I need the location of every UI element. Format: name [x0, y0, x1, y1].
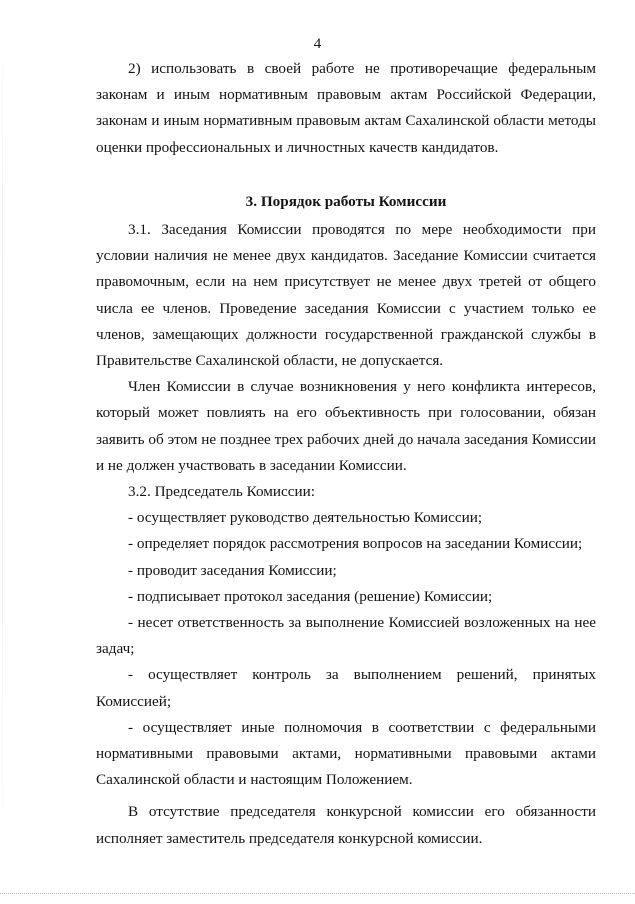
paragraph-3-1: 3.1. Заседания Комиссии проводятся по мере необходимости при условии наличия не менее двух кандидатов. Заседание Комиссии считается правомочным, если на нем присутствует не менее двух третей от общего числа ее членов. Проведение заседания Комиссии с участием только ее членов, замещающих должности государственной гражданской службы в Правительстве Сахалинской области, не допускается.: [96, 221, 596, 370]
scan-bottom-mark: [0, 893, 635, 897]
section-heading: 3. Порядок работы Комиссии: [245, 192, 447, 210]
scan-edge-mark: [2, 0, 3, 904]
paragraph-item-2: 2) использовать в своей работе не противоречащие федеральным законам и иным нормативным правовым актам Российской Федерации, законам и иным нормативным правовым актам Сахалинской области методы оценки профессиональных и личностных качеств кандидатов.: [96, 60, 596, 156]
list-item: - подписывает протокол заседания (решение) Комиссии;: [128, 587, 493, 605]
list-item: - осуществляет руководство деятельностью Комиссии;: [128, 509, 483, 527]
paragraph-3-2-intro: 3.2. Председатель Комиссии:: [128, 483, 316, 501]
list-item: - осуществляет иные полномочия в соответствии с федеральными нормативными правовыми актами, нормативными правовыми актами Сахалинской области и настоящим Положением.: [96, 718, 596, 789]
list-item: - осуществляет контроль за выполнением решений, принятых Комиссией;: [96, 666, 596, 710]
paragraph-conflict-of-interest: Член Комиссии в случае возникновения у него конфликта интересов, который может повлиять на его объективность при голосовании, обязан заявить об этом не позднее трех рабочих дней до начала заседания Комиссии и не должен участвовать в заседании Комиссии.: [96, 378, 596, 474]
document-body: [96, 56, 596, 852]
page-number: 4: [313, 36, 322, 52]
list-item: - проводит заседания Комиссии;: [128, 561, 337, 579]
paragraph-deputy-chair: В отсутствие председателя конкурсной комиссии его обязанности исполняет заместитель председателя конкурсной комиссии.: [96, 803, 596, 847]
list-item: - несет ответственность за выполнение Комиссией возложенных на нее задач;: [96, 614, 596, 658]
list-item: - определяет порядок рассмотрения вопросов на заседании Комиссии;: [128, 535, 583, 553]
